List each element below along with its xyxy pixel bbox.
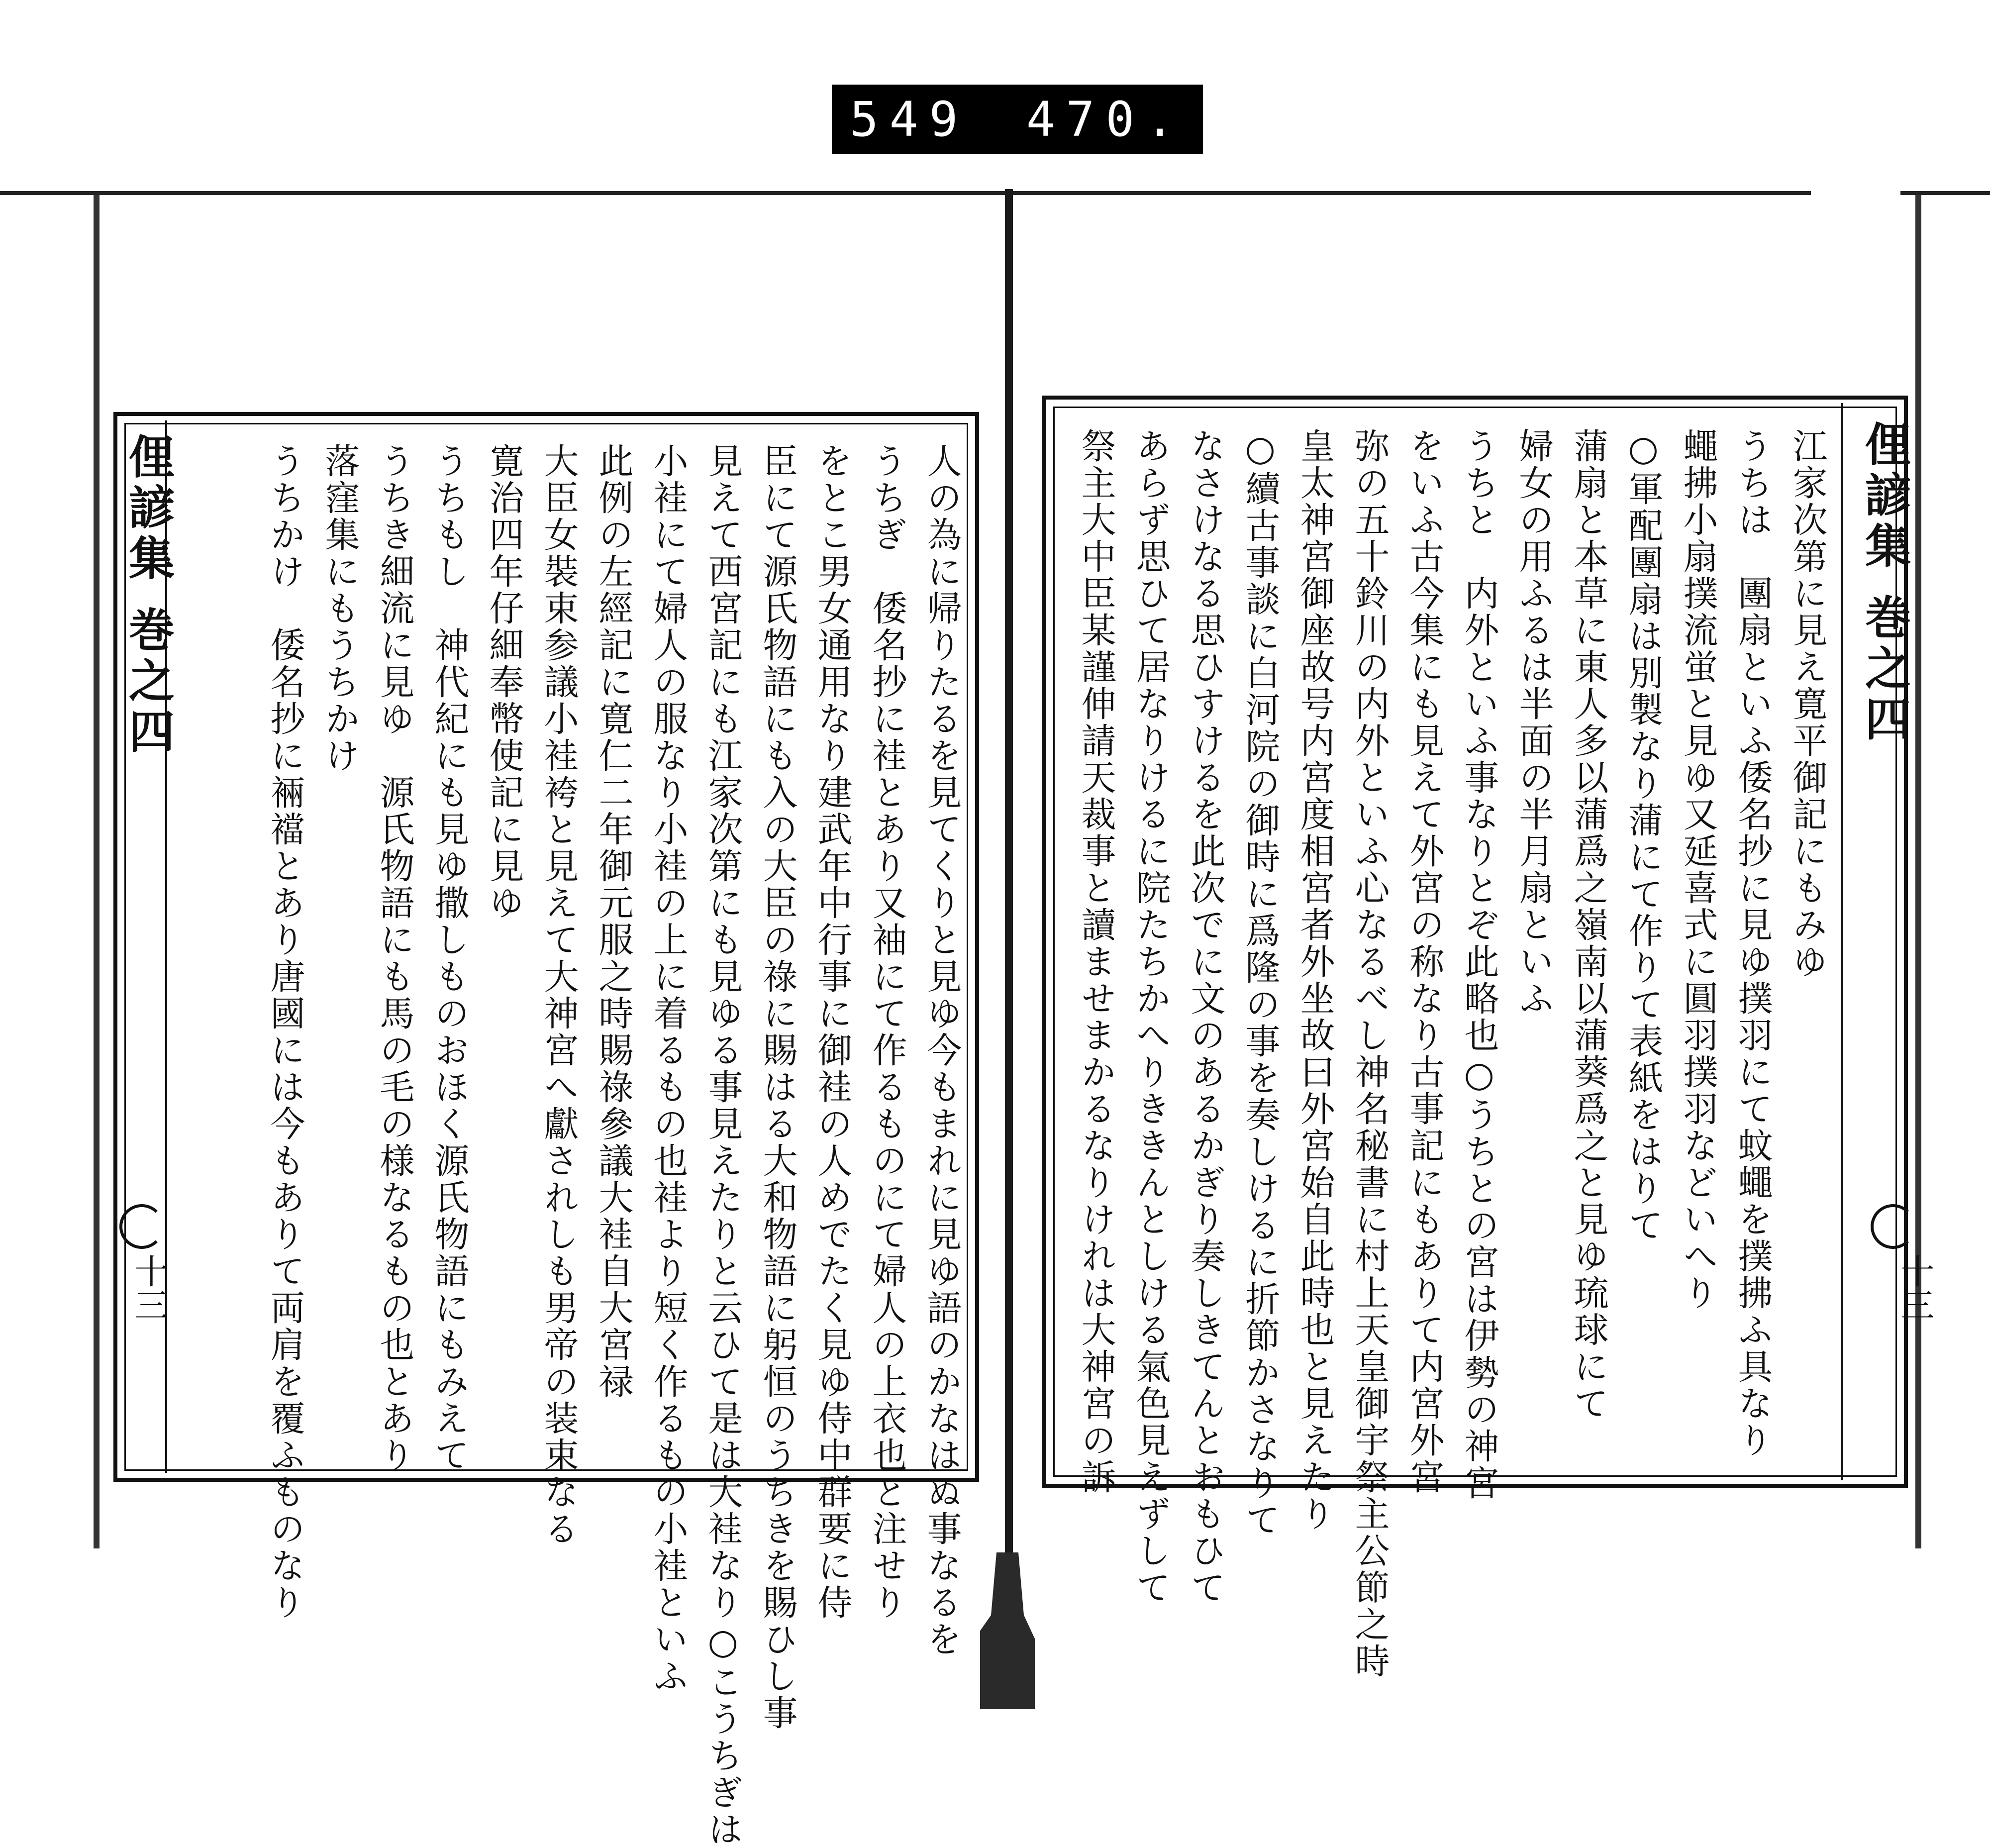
right-page-column: 蒲扇と本草に東人多以蒲爲之嶺南以蒲葵爲之と見ゆ琉球にて: [1568, 428, 1609, 1422]
right-page-column: なさけなる思ひすけるを此次でに文のあるかぎり奏しきてんとおもひて: [1185, 428, 1226, 1606]
left-page-column: うちかけ 倭名抄に裲襠とあり唐國には今もありて両肩を覆ふものなり: [265, 443, 305, 1621]
left-page-column: うちき細流に見ゆ 源氏物語にも馬の毛の様なるもの也とあり: [374, 443, 415, 1474]
left-page-column: 人の為に帰りたるを見てくりと見ゆ今もまれに見ゆ語のかなはぬ事なるを: [921, 443, 962, 1658]
left-page-column: 落窪集にもうちかけ: [319, 443, 360, 774]
left-page-column: 寛治四年仔細奉幣使記に見ゆ: [484, 443, 524, 922]
left-page-running-title: [115, 433, 181, 758]
microfilm-frame-label: [832, 85, 1203, 154]
right-page-column: 弥の五十鈴川の内外といふ心なるべし神名秘書に村上天皇御宇祭主公節之時: [1349, 428, 1390, 1680]
right-page-column: 祭主大中臣某謹伸請天裁事と讀ませまかるなりけれは大神宮の訴: [1076, 428, 1116, 1496]
left-page-fold-marker: [119, 1204, 164, 1249]
film-number-right: 470.: [1026, 92, 1185, 147]
right-page-outer-edge: [1915, 195, 1921, 1548]
left-page-column: をとこ男女通用なり建武年中行事に御袿の人めでたく見ゆ侍中群要に侍: [812, 443, 853, 1621]
running-title-text: 俚諺集: [121, 433, 175, 585]
right-page-column: 江家次第に見え寛平御記にもみゆ: [1787, 428, 1828, 980]
right-page-column: ○續古事談に白河院の御時に爲隆の事を奏しけるに折節かさなりて: [1240, 428, 1281, 1539]
right-page-column: をいふ古今集にも見えて外宮の称なり古事記にもありて内宮外宮: [1404, 428, 1445, 1496]
right-page-header-rule: [1841, 403, 1843, 1480]
running-title-volume: 巻之四: [1858, 594, 1911, 746]
left-page-column: 見えて西宮記にも江家次第にも見ゆる事見えたりと云ひて是は大袿なり○こうちぎは: [702, 443, 743, 1848]
right-page-number: 十三: [1895, 1254, 1934, 1322]
right-page-column: ○軍配團扇は別製なり蒲にて作りて表紙をはりて: [1623, 428, 1664, 1244]
left-page-column: 此例の左經記に寛仁二年御元服之時賜祿參議大袿自大宮禄: [593, 443, 634, 1400]
right-page-column: 婦女の用ふるは半面の半月扇といふ: [1513, 428, 1554, 1017]
right-page-column: 皇太神宮御座故号内宮度相宮者外坐故曰外宮始自此時也と見えたり: [1294, 428, 1335, 1533]
left-page-column: 臣にて源氏物語にも入の大臣の祿に賜はる大和物語に躬恒のうちきを賜ひし事: [757, 443, 798, 1732]
left-page-number: 十三: [129, 1254, 168, 1322]
right-page-column: 蠅拂小扇撲流蛍と見ゆ又延喜式に圓羽撲羽などいへり: [1678, 428, 1718, 1312]
right-page-column: うちは 團扇といふ倭名抄に見ゆ撲羽にて蚊蠅を撲拂ふ具なり: [1732, 428, 1773, 1459]
book-spine: [1005, 189, 1013, 1572]
left-page-outer-edge: [94, 195, 100, 1548]
left-page-column: 小袿にて婦人の服なり小袿の上に着るもの也袿より短く作るもの小袿といふ: [648, 443, 689, 1695]
left-page-column: うちもし 神代紀にも見ゆ撒しものおほく源氏物語にもみえて: [429, 443, 470, 1474]
film-number-left: 549: [850, 92, 969, 147]
book-top-edge: [0, 191, 1811, 195]
book-spine-foot: [980, 1552, 1035, 1709]
right-page-column: うちと 内外といふ事なりとぞ此略也○うちとの宮は伊勢の神宮: [1459, 428, 1499, 1502]
left-page-column: 大臣女裝束参議小袿袴と見えて大神宮へ獻されしも男帝の装束なる: [538, 443, 579, 1547]
book-top-edge-right: [1900, 191, 1990, 195]
running-title-volume: 巻之四: [121, 606, 175, 759]
right-page-column: あらず思ひて居なりけるに院たちかへりききんとしける氣色見えずして: [1130, 428, 1171, 1606]
right-page-fold-marker: [1871, 1204, 1915, 1249]
left-page-column: うちぎ 倭名抄に袿とあり又袖にて作るものにて婦人の上衣也と注せり: [867, 443, 907, 1621]
running-title-text: 俚諺集: [1858, 420, 1911, 573]
right-page-running-title: [1852, 420, 1917, 746]
